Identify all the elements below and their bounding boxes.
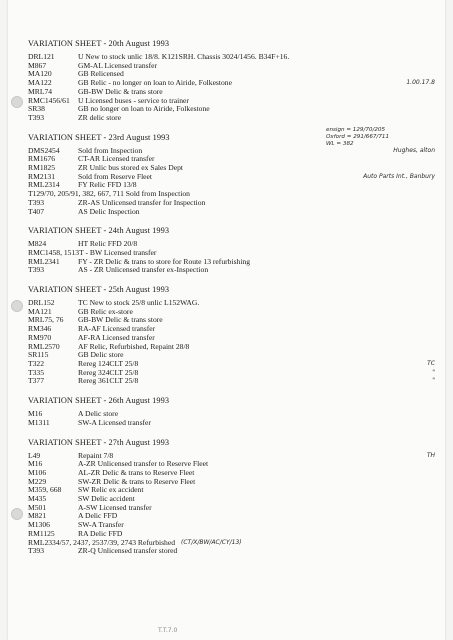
entry-text: GB-BW Delic & trans store	[78, 86, 163, 96]
entry-text: TC New to stock 25/8 unlic L152WAG.	[78, 298, 200, 308]
vehicle-code: T377	[28, 376, 45, 386]
section-heading: VARIATION SHEET - 20th August 1993	[28, 39, 170, 48]
handwritten-note: Hughes, alton	[393, 146, 435, 154]
vehicle-code: RMC1456/61	[28, 95, 70, 105]
vehicle-code: RM1125	[28, 528, 55, 538]
entry-text: GB Delic store	[78, 350, 124, 360]
section-heading: VARIATION SHEET - 26th August 1993	[28, 396, 170, 406]
punch-hole	[11, 96, 23, 108]
vehicle-code: RML2341	[28, 256, 60, 266]
entry-text: A Delic store	[78, 409, 119, 419]
handwritten-note: "	[432, 368, 435, 376]
entry-text: GB no longer on loan to Airide, Folkestone	[78, 104, 210, 114]
entry-text: GM-AL Licensed transfer	[78, 60, 157, 70]
vehicle-code: M1306	[28, 520, 50, 530]
vehicle-code: MA122	[28, 78, 52, 88]
handwritten-note: (CT/X/BW/AC/CY/13)	[181, 538, 242, 546]
vehicle-code: T129/70, 205/91, 382, 667, 711 Sold from Inspection	[28, 189, 190, 199]
side-note-line: WL = 382	[326, 141, 354, 147]
entry-text: SW-A Transfer	[78, 520, 124, 530]
vehicle-code: M867	[28, 60, 47, 70]
variation-sheet-section	[28, 38, 435, 123]
punch-hole	[11, 300, 23, 312]
vehicle-code: DRL121	[28, 52, 55, 61]
entry-text: U New to stock unlic 18/8. K121SRH. Chassis 3024/1456. B34F+16.	[78, 52, 290, 61]
vehicle-code: MRL74	[28, 86, 53, 96]
vehicle-code: M1311	[28, 417, 50, 427]
entry-text: GB Relic - no longer on loan to Airide, Folkestone	[78, 78, 232, 88]
variation-sheets	[28, 38, 435, 565]
vehicle-code: M16	[28, 459, 43, 469]
vehicle-code: RML2570	[28, 341, 60, 351]
vehicle-code: T335	[28, 367, 45, 377]
vehicle-code: MRL75, 76	[28, 315, 64, 325]
entry-row	[28, 419, 435, 428]
section-heading: VARIATION SHEET - 25th August 1993	[28, 285, 170, 295]
vehicle-code: M106	[28, 467, 47, 477]
handwritten-note: "	[432, 377, 435, 385]
vehicle-code: RML2334/57, 2437, 2537/39, 2743 Refurbished	[28, 537, 176, 547]
punch-hole	[11, 508, 23, 520]
vehicle-code: M359, 668	[28, 485, 62, 495]
vehicle-code: L49	[28, 450, 41, 460]
variation-sheet-section	[28, 437, 435, 556]
entry-text: AS Delic Inspection	[78, 206, 140, 216]
entry-text: HT Relic FFD 20/8	[78, 239, 138, 249]
entry-text: FY Relic FFD 13/8	[78, 180, 137, 190]
entry-text: Rereg 324CLT 25/8	[78, 367, 139, 377]
vehicle-code: MA120	[28, 69, 52, 79]
entry-text: ZR-Q Unlicensed transfer stored	[78, 546, 178, 556]
entry-text: ZR-AS Unlicensed transfer for Inspection	[78, 197, 206, 207]
vehicle-code: SR38	[28, 104, 45, 114]
vehicle-code: T322	[28, 358, 45, 368]
handwritten-note: Auto Parts Int., Banbury	[363, 172, 435, 180]
entry-text: RA-AF Licensed transfer	[78, 324, 156, 334]
vehicle-code: DRL152	[28, 298, 55, 308]
entry-text: T - BW Licensed transfer	[79, 247, 157, 257]
handwritten-note: 1.00.17.8	[406, 79, 435, 87]
entry-row	[28, 208, 435, 217]
entry-text: GB Relic ex-store	[78, 306, 133, 316]
entry-row	[28, 547, 435, 556]
handwritten-note: TH	[426, 451, 435, 459]
entry-text: AF Relic, Refurbished, Repaint 28/8	[78, 341, 190, 351]
vehicle-code: T393	[28, 265, 45, 275]
vehicle-code: M229	[28, 476, 47, 486]
entry-text: SW Delic accident	[78, 494, 135, 504]
vehicle-code: RM1825	[28, 163, 56, 173]
vehicle-code: M435	[28, 494, 47, 504]
handwritten-side-note	[326, 127, 389, 148]
document-page	[8, 0, 445, 640]
entry-text: RA Delic FFD	[78, 528, 123, 538]
vehicle-code: MA121	[28, 306, 52, 316]
entry-text: ZR Unlic bus stored ex Sales Dept	[78, 163, 184, 173]
entry-text: A-SW Licensed transfer	[78, 502, 152, 512]
entry-text: GB Relicensed	[78, 69, 124, 79]
vehicle-code: T407	[28, 206, 45, 216]
handwritten-note: TC	[427, 359, 435, 367]
variation-sheet-section	[28, 284, 435, 386]
vehicle-code: T393	[28, 546, 45, 556]
vehicle-code: M821	[28, 511, 47, 521]
entry-text: SW Relic ex accident	[78, 485, 144, 495]
entry-text: SW-A Licensed transfer	[78, 417, 151, 427]
entry-text: Sold from Reserve Fleet	[78, 171, 153, 181]
vehicle-code: RMC1458, 1513	[28, 247, 80, 257]
entry-text: A-ZR Unlicensed transfer to Reserve Fleet	[78, 459, 209, 469]
vehicle-code: T393	[28, 197, 45, 207]
vehicle-code: RML2314	[28, 180, 60, 190]
variation-sheet-section	[28, 395, 435, 427]
section-heading: VARIATION SHEET - 27th August 1993	[28, 437, 170, 447]
entry-text: Rereg 124CLT 25/8	[78, 358, 139, 368]
vehicle-code: M824	[28, 239, 47, 249]
entry-text: A Delic FFD	[78, 511, 118, 521]
vehicle-code: DMS2454	[28, 145, 60, 155]
variation-sheet-section	[28, 225, 435, 275]
vehicle-code: M501	[28, 502, 47, 512]
vehicle-code: SR115	[28, 350, 49, 360]
entry-row	[28, 266, 435, 275]
entry-text: Rereg 361CLT 25/8	[78, 376, 139, 386]
entry-text: AS - ZR Unlicensed transfer ex-Inspection	[78, 265, 209, 275]
entry-text: AL-ZR Delic & trans to Reserve Fleet	[78, 467, 195, 477]
side-note-line: Oxford = 291/667/711	[326, 134, 389, 140]
entry-text: GB-BW Delic & trans store	[78, 315, 163, 325]
vehicle-code: RM970	[28, 332, 52, 342]
entry-text: Repaint 7/8	[78, 450, 114, 460]
vehicle-code: T393	[28, 112, 45, 122]
vehicle-code: RM2131	[28, 171, 56, 181]
entry-text: AF-RA Licensed transfer	[78, 332, 155, 342]
entry-text: SW-ZR Delic & trans to Reserve Fleet	[78, 476, 196, 486]
entry-text: CT-AR Licensed transfer	[78, 154, 155, 164]
section-heading: VARIATION SHEET - 23rd August 1993	[28, 132, 170, 142]
vehicle-code: M16	[28, 409, 43, 419]
vehicle-code: RM346	[28, 324, 52, 334]
section-heading: VARIATION SHEET - 24th August 1993	[28, 226, 170, 236]
entry-row	[28, 114, 435, 123]
side-note-line: ensign = 129/70/205	[326, 127, 386, 133]
entry-text: Sold from Inspection	[78, 145, 143, 155]
entry-row	[28, 377, 435, 386]
vehicle-code: RM1676	[28, 154, 56, 164]
footer-scribble: T.T.7.0	[158, 627, 178, 634]
entry-text: U Licensed buses - service to trainer	[78, 95, 189, 105]
entry-text: FY - ZR Delic & trans to store for Route 13 refurbishing	[78, 256, 251, 266]
entry-text: ZR delic store	[78, 112, 122, 122]
